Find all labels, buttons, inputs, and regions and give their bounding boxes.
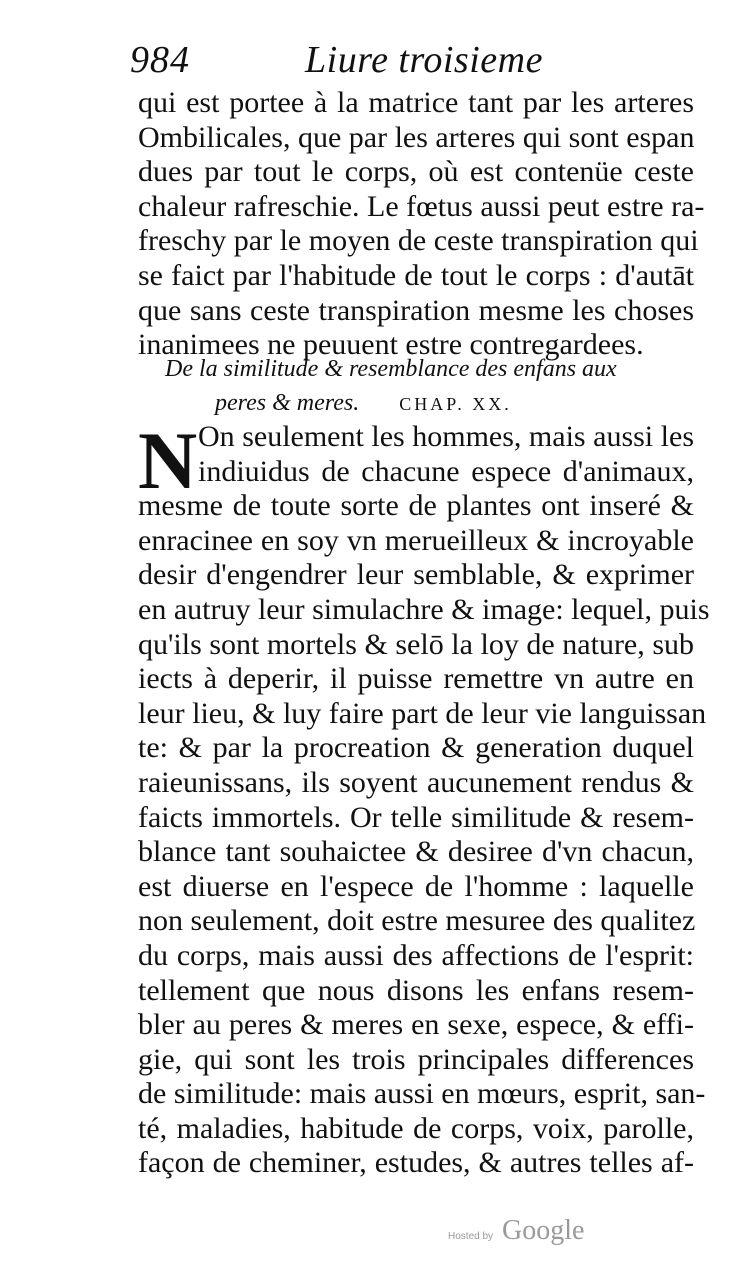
text-line: On seulement les hommes, mais aussi les (198, 420, 694, 453)
page-number: 984 (130, 39, 190, 81)
text-line: du corps, mais aussi des affections de l'esprit: (138, 938, 694, 972)
text-line: raieunissans, ils soyent aucunement rendus & (138, 765, 694, 799)
text-line: que sans ceste transpiration mesme les choses (138, 293, 694, 327)
text-line: mesme de toute sorte de plantes ont inseré & (138, 489, 694, 523)
running-head (130, 38, 690, 82)
chapter-title-end: peres & meres. (215, 390, 360, 416)
chapter-title-line-1: De la similitude & resemblance des enfans aux (165, 356, 617, 382)
text-line: chaleur rafreschie. Le fœtus aussi peut estre ra- (138, 189, 705, 223)
text-line: non seulement, doit estre mesuree des qualitez (138, 904, 696, 938)
text-line: iects à deperir, il puisse remettre vn autre en (138, 662, 694, 696)
text-line: leur lieu, & luy faire part de leur vie languissan (138, 696, 707, 730)
text-line: inanimees ne peuuent estre contregardees. (138, 328, 644, 362)
text-line: en autruy leur simulachre & image: lequel, puis (138, 592, 710, 626)
text-line: tellement que nous disons les enfans resem- (138, 973, 694, 1007)
hosted-by-label: Hosted by (448, 1231, 494, 1242)
text-line: façon de cheminer, estudes, & autres telles af- (138, 1146, 694, 1180)
text-line: blance tant souhaictee & desiree d'vn chacun, (138, 835, 694, 869)
text-line: bler au peres & meres en sexe, espece, & effi- (138, 1008, 694, 1042)
text-line: de similitude: mais aussi en mœurs, esprit, san- (138, 1077, 706, 1111)
text-line: freschy par le moyen de ceste transpiration qui (138, 224, 699, 258)
text-line: qui est portee à la matrice tant par les arteres (138, 86, 694, 119)
text-line: dues par tout le corps, où est contenüe ceste (138, 155, 694, 189)
text-line: te: & par la procreation & generation duquel (138, 731, 694, 765)
text-line: desir d'engendrer leur semblable, & exprimer (138, 558, 694, 592)
text-line: qu'ils sont mortels & selō la loy de nature, sub (138, 627, 694, 661)
chapter-heading (165, 352, 695, 420)
running-title: Liure troisieme (305, 39, 543, 81)
google-logo: Google (502, 1215, 585, 1246)
text-line: té, maladies, habitude de corps, voix, parolle, (138, 1111, 694, 1145)
text-line: enracinee en soy vn merueilleux & incroyable (138, 523, 694, 557)
text-line: se faict par l'habitude de tout le corps : d'autāt (138, 258, 694, 292)
text-line: faicts immortels. Or telle similitude & resem- (138, 800, 694, 834)
text-line: Ombilicales, que par les arteres qui sont espan (138, 120, 695, 154)
text-line: est diuerse en l'espece de l'homme : laquelle (138, 869, 694, 903)
body-text-top (138, 86, 705, 363)
text-line: gie, qui sont les trois principales differences (138, 1042, 694, 1076)
text-line: indiuidus de chacune espece d'animaux, (198, 454, 694, 488)
chapter-body (138, 415, 710, 1181)
chapter-number: CHAP. XX. (399, 394, 512, 414)
drop-cap: N (138, 415, 198, 506)
chapter-title-line-2 (165, 386, 695, 420)
